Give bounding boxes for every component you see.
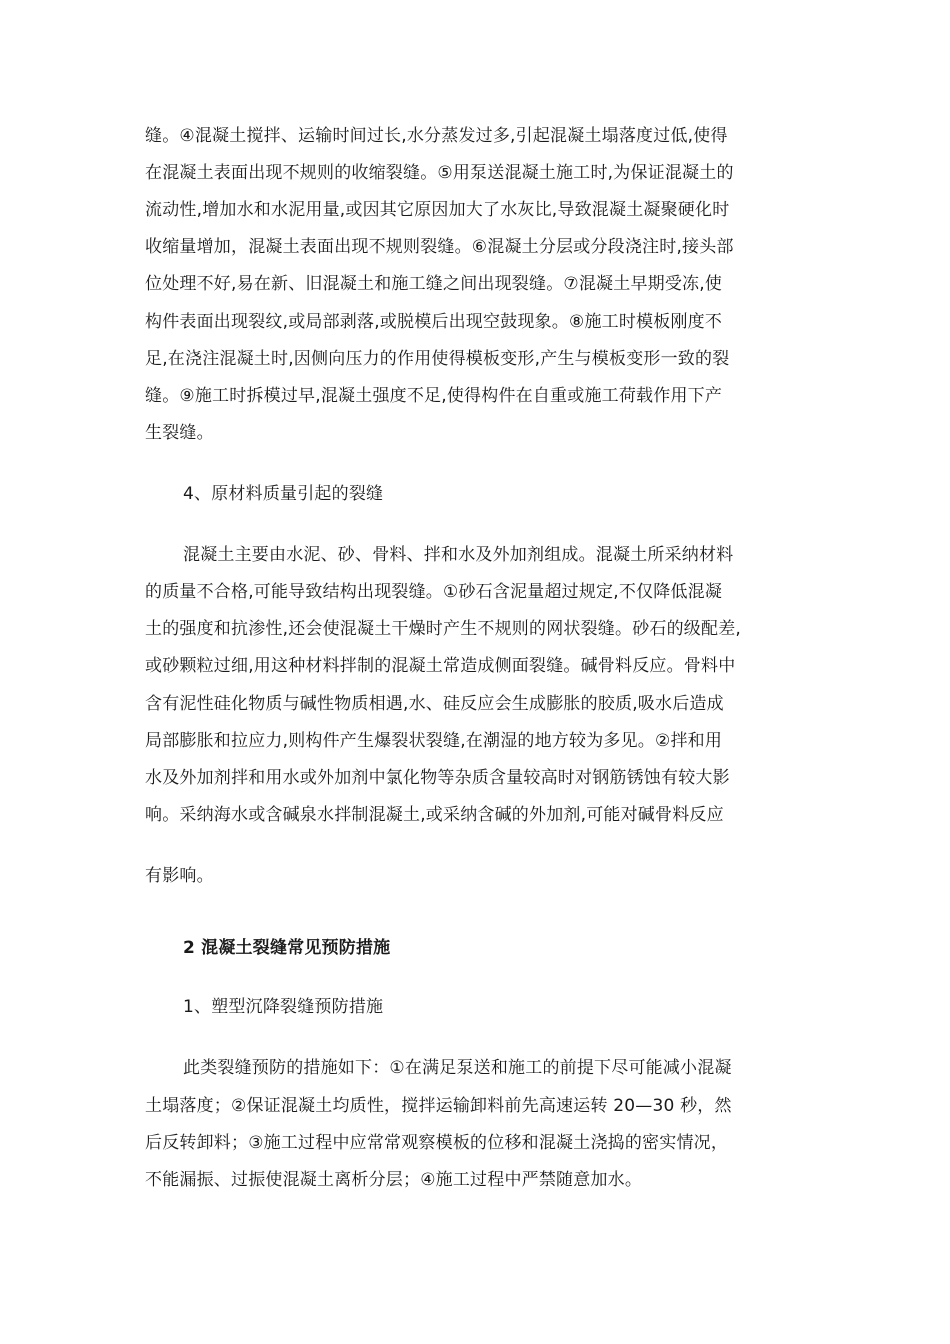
section-heading: 2 混凝土裂缝常见预防措施 (183, 938, 391, 958)
paragraph-line: 水及外加剂拌和用水或外加剂中氯化物等杂质含量较高时对钢筋锈蚀有较大影 (145, 768, 730, 788)
paragraph-line: 不能漏振、过振使混凝土离析分层；④施工过程中严禁随意加水。 (145, 1170, 643, 1190)
paragraph-line: 位处理不好,易在新、旧混凝土和施工缝之间出现裂缝。⑦混凝土早期受冻,使 (145, 274, 723, 294)
paragraph-line: 在混凝土表面出现不规则的收缩裂缝。⑤用泵送混凝土施工时,为保证混凝土的 (145, 163, 734, 183)
paragraph-line: 流动性,增加水和水泥用量,或因其它原因加大了水灰比,导致混凝土凝聚硬化时 (145, 200, 730, 220)
paragraph-line: 收缩量增加，混凝土表面出现不规则裂缝。⑥混凝土分层或分段浇注时,接头部 (145, 237, 734, 257)
paragraph-line: 缝。⑨施工时拆模过早,混凝土强度不足,使得构件在自重或施工荷载作用下产 (145, 386, 723, 406)
paragraph-line: 构件表面出现裂纹,或局部剥落,或脱模后出现空鼓现象。⑧施工时模板刚度不 (145, 312, 723, 332)
paragraph-line: 的质量不合格,可能导致结构出现裂缝。①砂石含泥量超过规定,不仅降低混凝 (145, 582, 723, 602)
paragraph-line: 后反转卸料；③施工过程中应常常观察模板的位移和混凝土浇捣的密实情况， (145, 1133, 729, 1153)
paragraph-line: 含有泥性硅化物质与碱性物质相遇,水、硅反应会生成膨胀的胶质,吸水后造成 (145, 694, 724, 714)
paragraph-line: 生裂缝。 (145, 423, 214, 443)
paragraph-line: 土的强度和抗渗性,还会使混凝土干燥时产生不规则的网状裂缝。砂石的级配差, (145, 619, 742, 639)
paragraph-line: 局部膨胀和拉应力,则构件产生爆裂状裂缝,在潮湿的地方较为多见。②拌和用 (145, 731, 723, 751)
paragraph-line: 或砂颗粒过细,用这种材料拌制的混凝土常造成侧面裂缝。碱骨料反应。骨料中 (145, 656, 736, 676)
subheading-raw-material: 4、原材料质量引起的裂缝 (183, 484, 384, 504)
paragraph-line: 有影响。 (145, 866, 214, 886)
paragraph-line: 足,在浇注混凝土时,因侧向压力的作用使得模板变形,产生与模板变形一致的裂 (145, 349, 730, 369)
paragraph-line: 此类裂缝预防的措施如下：①在满足泵送和施工的前提下尽可能减小混凝 (183, 1058, 732, 1078)
paragraph-line: 土塌落度；②保证混凝土均质性，搅拌运输卸料前先高速运转 20—30 秒，然 (145, 1096, 732, 1116)
paragraph-line: 响。采纳海水或含碱泉水拌制混凝土,或采纳含碱的外加剂,可能对碱骨料反应 (145, 805, 724, 825)
paragraph-line: 混凝土主要由水泥、砂、骨料、拌和水及外加剂组成。混凝土所采纳材料 (183, 545, 734, 565)
subheading-plastic-settlement: 1、塑型沉降裂缝预防措施 (183, 997, 384, 1017)
paragraph-line: 缝。④混凝土搅拌、运输时间过长,水分蒸发过多,引起混凝土塌落度过低,使得 (145, 126, 728, 146)
